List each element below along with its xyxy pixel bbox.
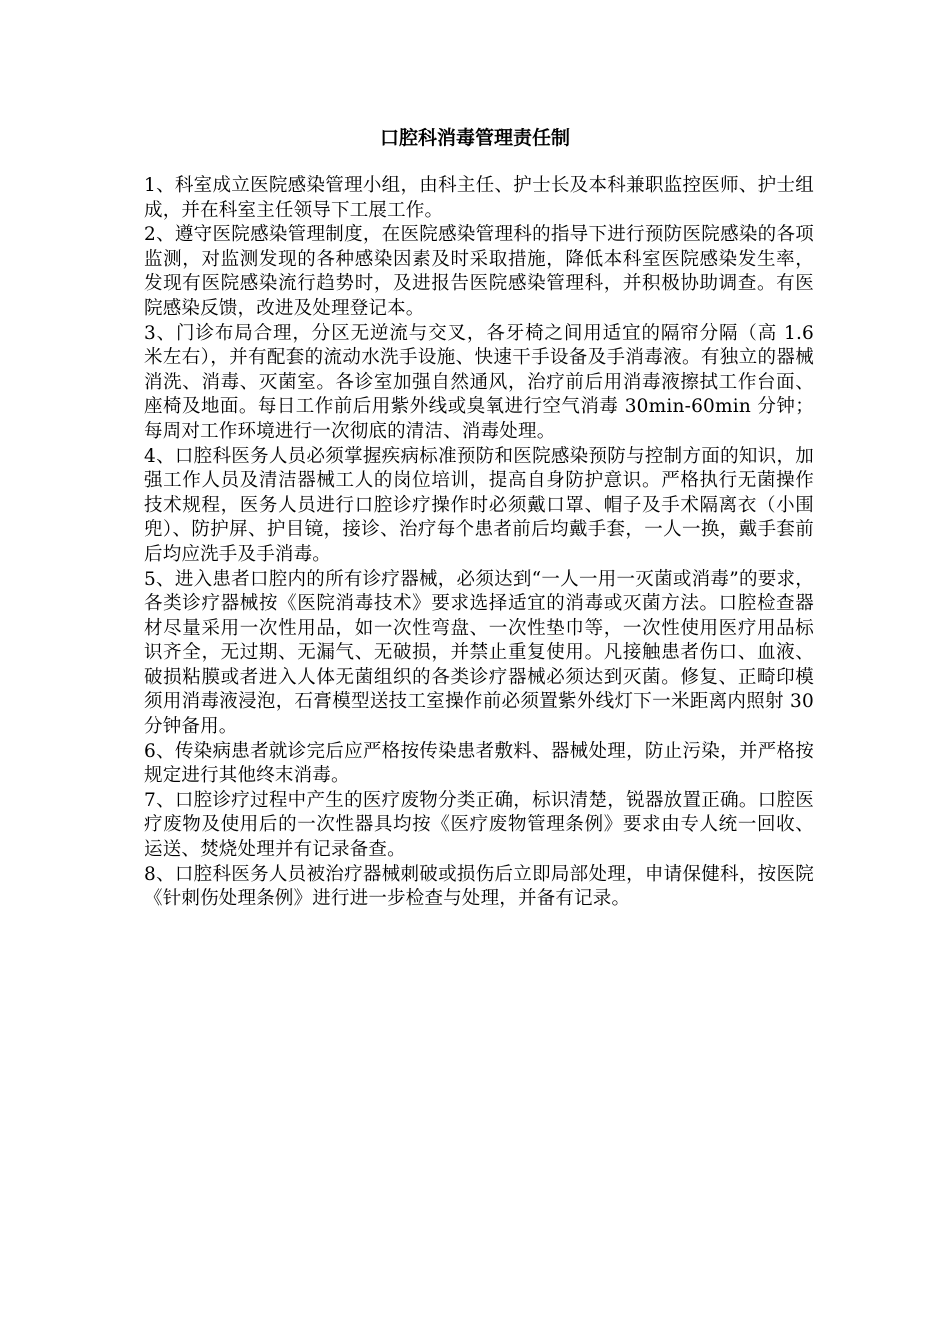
clause-6: 6、传染病患者就诊完后应严格按传染患者敷料、器械处理，防止污染，并严格按规定进行其他终末消毒。: [144, 740, 814, 787]
clause-3: 3、门诊布局合理，分区无逆流与交叉，各牙椅之间用适宜的隔帘分隔（高 1.6 米左右），并有配套的流动水洗手设施、快速干手设备及手消毒液。有独立的器械消洗、消毒、灭菌室。各诊室加强自然通风，治疗前后用消毒液擦拭工作台面、座椅及地面。每日工作前后用紫外线或臭氧进行空气消毒 30min-60min 分钟；每周对工作环境进行一次彻底的清洁、消毒处理。: [144, 322, 814, 442]
clause-2: 2、遵守医院感染管理制度，在医院感染管理科的指导下进行预防医院感染的各项监测，对监测发现的各种感染因素及时采取措施，降低本科室医院感染发生率，发现有医院感染流行趋势时，及进报告医院感染管理科，并积极协助调查。有医院感染反馈，改进及处理登记本。: [144, 224, 814, 319]
clause-4: 4、口腔科医务人员必须掌握疾病标准预防和医院感染预防与控制方面的知识，加强工作人员及清洁器械工人的岗位培训，提高自身防护意识。严格执行无菌操作技术规程，医务人员进行口腔诊疗操作时必须戴口罩、帽子及手术隔离衣（小围兜）、防护屏、护目镜，接诊、治疗每个患者前后均戴手套，一人一换，戴手套前后均应洗手及手消毒。: [144, 445, 814, 565]
document-title: 口腔科消毒管理责任制: [379, 127, 570, 149]
clause-8: 8、口腔科医务人员被治疗器械刺破或损伤后立即局部处理，申请保健科，按医院《针刺伤处理条例》进行进一步检查与处理，并备有记录。: [144, 863, 814, 910]
document-body: [144, 174, 814, 912]
clause-1: 1、科室成立医院感染管理小组，由科主任、护士长及本科兼职监控医师、护士组成，并在科室主任领导下工展工作。: [144, 175, 814, 221]
clause-7: 7、口腔诊疗过程中产生的医疗废物分类正确，标识清楚，锐器放置正确。口腔医疗废物及使用后的一次性器具均按《医疗废物管理条例》要求由专人统一回收、运送、焚烧处理并有记录备查。: [144, 789, 814, 861]
clause-5: 5、进入患者口腔内的所有诊疗器械，必须达到“一人一用一灭菌或消毒”的要求，各类诊疗器械按《医院消毒技术》要求选择适宜的消毒或灭菌方法。口腔检查器材尽量采用一次性用品，如一次性弯盘、一次性垫巾等，一次性使用医疗用品标识齐全，无过期、无漏气、无破损，并禁止重复使用。凡接触患者伤口、血液、破损粘膜或者进入人体无菌组织的各类诊疗器械必须达到灭菌。修复、正畸印模须用消毒液浸泡，石膏模型送技工室操作前必须置紫外线灯下一米距离内照射 30 分钟备用。: [144, 568, 814, 738]
